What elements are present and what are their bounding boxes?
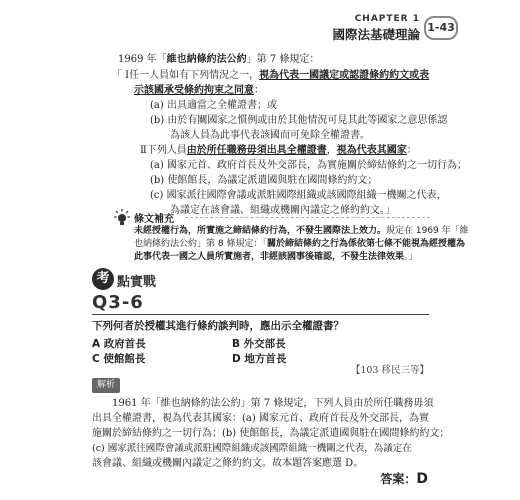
clause-2c-line-2: 為議定在該會議、組織或機關內議定之條約約文。」 (170, 205, 395, 216)
clause-2c-line-1: (c) 國家派往國際會議或派駐國際組織或該國際組織一機關之代表， (150, 190, 447, 201)
answer-label: 答案： (380, 472, 417, 486)
question-number: Q3-6 (92, 292, 144, 313)
question-text: 下列何者於授權其進行條約談判時，應出示全權證書？ (92, 320, 344, 332)
section-badge: 考 (92, 268, 114, 290)
clause-1b-line-1: (b) 由於有關國家之慣例或由於其他情況可見其此等國家之意思係認 (150, 115, 448, 126)
explanation-line-2: 出具全權證書，視為代表其國家：(a) 國家元首、政府首長及外交部長，為實 (92, 413, 429, 424)
clause-1-line-1: 「 Ⅰ任一人員如有下列情況之一，視為代表一國議定或認證條約約文或表 (112, 70, 430, 81)
question-divider (92, 314, 429, 315)
note-line-3: 此事代表一國之人員所實施者，非經該國事後確認，不發生法律效果。」 (134, 252, 418, 262)
note-line-1: 未經授權行為，所實施之締結條約行為，不發生國際法上效力。規定在 1969 年「維 (134, 226, 469, 236)
lightbulb-icon (112, 208, 132, 232)
note-title: 條文補充 (134, 214, 174, 225)
option-d: D 地方首長 (232, 353, 287, 365)
answer (380, 470, 428, 487)
section-title: 點實戰 (117, 275, 157, 290)
clause-2-line: Ⅱ下列人員由於所任職務毋須出具全權證書，視為代表其國家： (140, 145, 417, 156)
clause-1a: (a) 出具適當之全權證書；或 (150, 100, 277, 111)
explanation-line-3: 施關於締結條約之一切行為；(b) 使館館長，為議定派遣國與駐在國間條約約文； (92, 428, 450, 439)
chapter-title: 國際法基礎理論 (332, 27, 420, 42)
option-c: C 使館館長 (92, 353, 146, 365)
explanation-line-5: 該會議、組織或機關內議定之條約約文。故本題答案應選 D。 (92, 458, 364, 469)
explanation-badge: 解析 (92, 378, 120, 393)
explanation-line-4: (c) 國家派往國際會議或派駐國際組織或該國際組織一機關之代表，為議定在 (92, 443, 412, 454)
intro-line: 1969 年「維也納條約法公約」第 7 條規定： (118, 54, 320, 65)
clause-2a: (a) 國家元首、政府首長及外交部長，為實施關於締結條約之一切行為； (150, 160, 467, 171)
note-divider (185, 217, 430, 218)
note-line-2: 也納條約法公約」第 8 條規定：「關於締結條約之行為係依第七條不能視為經授權為 (134, 239, 465, 249)
chapter-label: CHAPTER 1 (354, 14, 420, 24)
clause-1b-line-2: 為該人員為此事代表該國而可免除全權證書。 (170, 130, 370, 141)
option-b: B 外交部長 (232, 338, 286, 350)
option-a: A 政府首長 (92, 338, 146, 350)
explanation-line-1: 1961 年「維也納條約法公約」第 7 條規定，下列人員由於所任職務毋須 (112, 398, 434, 409)
clause-1-line-2: 示該國承受條約拘束之同意： (134, 85, 264, 96)
question-source: 【103 移民三等】 (350, 365, 429, 376)
answer-value: D (416, 471, 428, 487)
clause-2b: (b) 使館館長，為議定派遣國與駐在國間條約約文； (150, 175, 378, 186)
page-number-badge: 1-43 (424, 16, 458, 40)
